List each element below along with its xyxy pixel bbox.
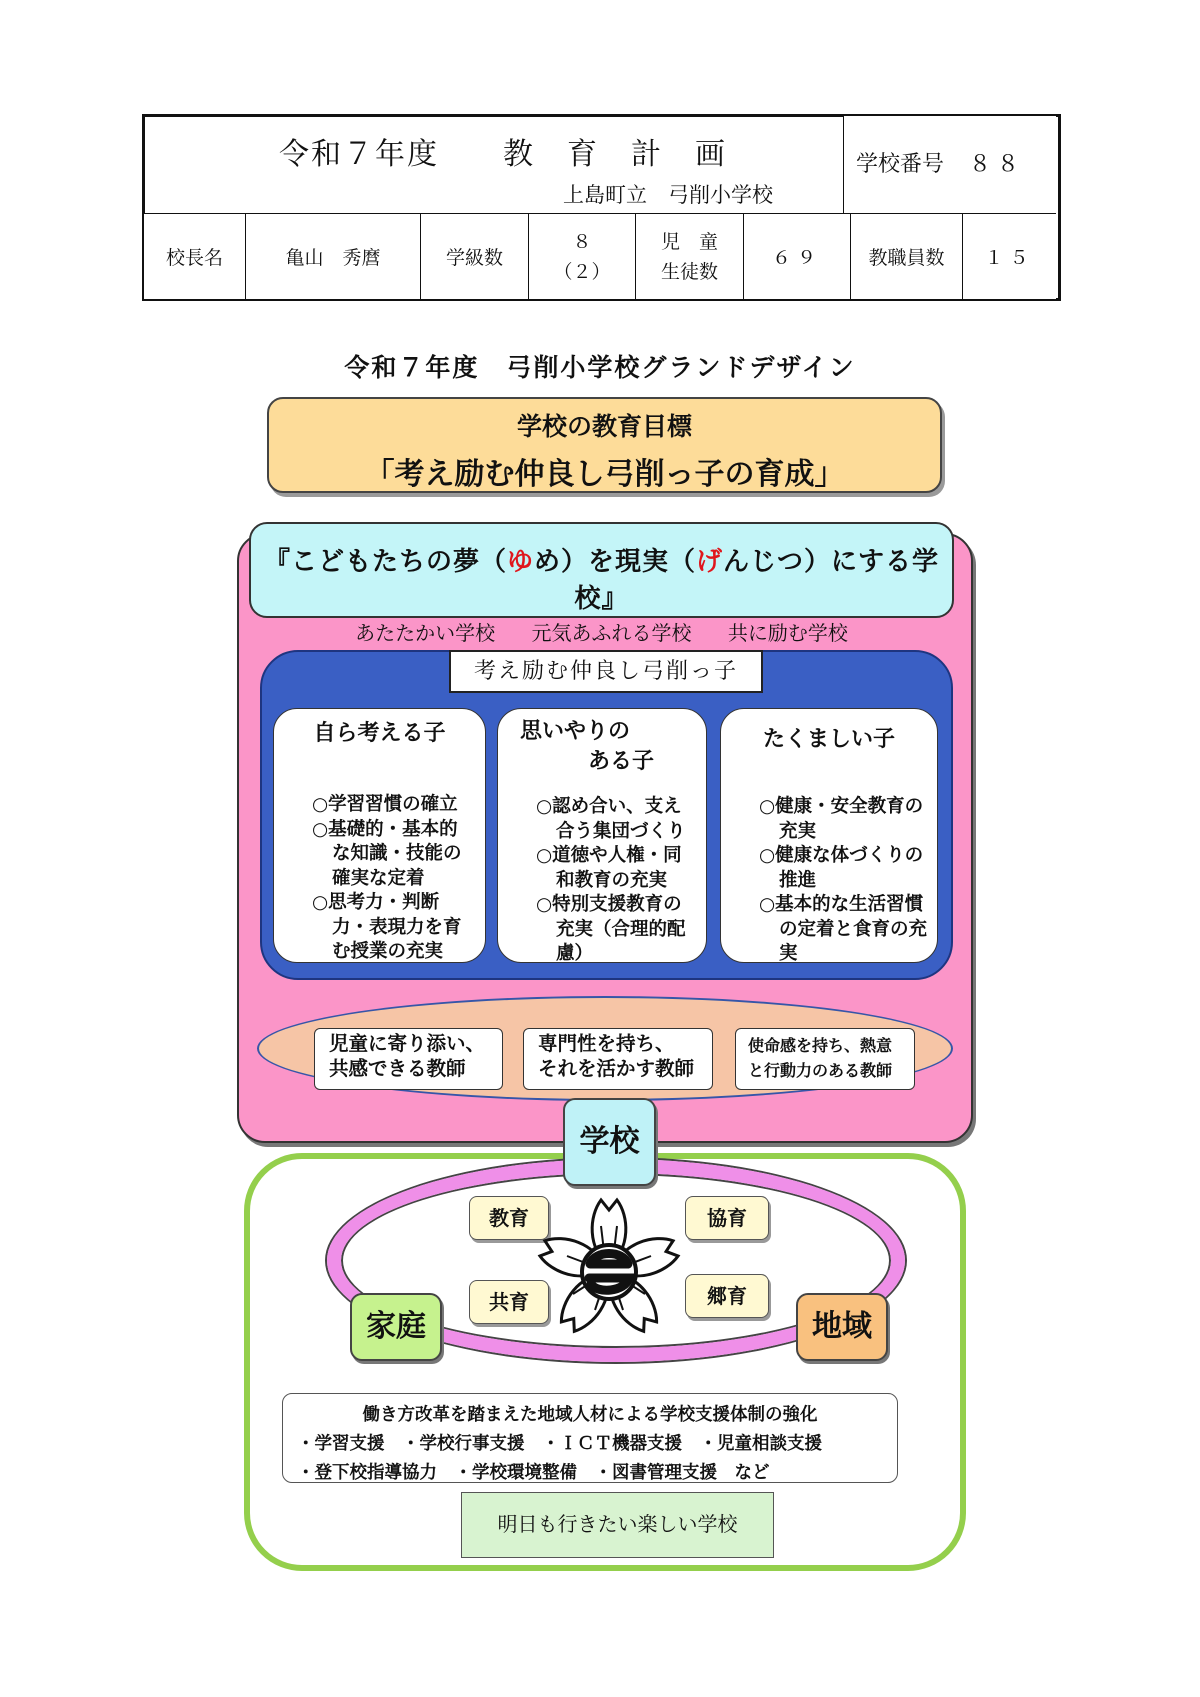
teacher-line: 使命感を持ち、熱意 (748, 1036, 893, 1055)
label-kyoiku-cooperation: 協育 (685, 1196, 769, 1240)
school-tagline: 明日も行きたい楽しい学校 (461, 1492, 774, 1558)
classes-label: 学級数 (421, 214, 529, 299)
node-school: 学校 (563, 1098, 656, 1186)
staff-label: 教職員数 (851, 214, 963, 299)
teacher-box-expertise (523, 1028, 713, 1090)
support-line: ・学習支援 ・学校行事支援 ・ＩＣＴ機器支援 ・児童相談支援 (297, 1434, 822, 1454)
principal-name: 亀山 秀麿 (246, 214, 421, 299)
plan-title: 令和７年度 教 育 計 画 (279, 137, 727, 172)
vision-statement (251, 541, 952, 615)
classes-special: （２） (553, 260, 611, 283)
teacher-line: と行動力のある教師 (748, 1061, 893, 1080)
grand-design-title: 令和７年度 弓削小学校グランドデザイン (344, 353, 856, 382)
vision-part: め）を現実（ (533, 547, 696, 577)
column-list (274, 793, 485, 965)
teacher-box-passion (735, 1028, 915, 1090)
vision-highlight: げ (696, 547, 724, 577)
column-heading: 思いやりの (520, 719, 631, 744)
goal-text: 「考え励む仲良し弓削っ子の育成」 (364, 457, 845, 492)
students-count: ６９ (744, 214, 851, 299)
node-community: 地域 (796, 1293, 888, 1361)
school-number: ８８ (969, 152, 1026, 177)
staff-count: １５ (984, 247, 1035, 269)
list-item: ○思考力・判断力・表現力を育む授業の充実 (312, 892, 462, 962)
teacher-line: 共感できる教師 (329, 1057, 466, 1080)
teacher-line: 児童に寄り添い、 (329, 1032, 486, 1055)
vision-part: 『こどもたちの夢（ (263, 547, 507, 577)
column-heading: たくましい子 (762, 727, 895, 752)
education-goal-box (267, 397, 942, 493)
students-label-1: 児 童 (660, 230, 718, 253)
child-ideal-label: 考え励む仲良し弓削っ子 (449, 650, 763, 693)
label-kyoiku-hometown: 郷育 (685, 1274, 769, 1318)
header-stats-row (144, 213, 1056, 299)
column-caring (497, 708, 707, 963)
support-title: 働き方改革を踏まえた地域人材による学校支援体制の強化 (362, 1405, 818, 1425)
list-item: ○健康・安全教育の充実 (759, 796, 924, 842)
vision-part: んじつ）にする学校』 (574, 547, 940, 614)
school-number-block (843, 116, 1056, 213)
goal-label: 学校の教育目標 (516, 412, 692, 441)
column-think (273, 708, 486, 963)
list-item: ○道徳や人権・同和教育の充実 (536, 845, 682, 891)
column-list (498, 795, 706, 967)
sakura-school-emblem-icon (537, 1194, 681, 1342)
column-list (721, 795, 937, 967)
label-kyoiku-together: 共育 (469, 1280, 549, 1324)
school-number-label: 学校番号 (856, 152, 945, 177)
vision-subtitle: あたたかい学校 元気あふれる学校 共に励む学校 (355, 621, 848, 645)
label-kyoiku: 教育 (469, 1196, 549, 1240)
teacher-box-empathy (314, 1028, 503, 1090)
list-item: ○学習習慣の確立 (312, 794, 458, 815)
principal-label: 校長名 (144, 214, 246, 299)
list-item: ○認め合い、支え合う集団づくり (536, 796, 686, 842)
school-name: 上島町立 弓削小学校 (563, 183, 773, 207)
list-item: ○基本的な生活習慣の定着と食育の充実 (759, 894, 928, 964)
community-support-box (282, 1393, 898, 1483)
students-label-cell (636, 214, 744, 299)
list-item: ○基礎的・基本的な知識・技能の確実な定着 (312, 818, 462, 889)
students-label-2: 生徒数 (660, 260, 718, 283)
list-item: ○特別支援教育の充実（合理的配慮） (536, 894, 686, 964)
classes-count: ８ (572, 230, 592, 253)
column-heading: 自ら考える子 (313, 721, 446, 746)
column-heading-2: ある子 (588, 749, 655, 774)
teacher-line: それを活かす教師 (538, 1057, 695, 1080)
column-strong (720, 708, 938, 963)
vision-box (249, 522, 954, 645)
vision-highlight: ゆ (506, 547, 534, 577)
support-line: ・登下校指導協力 ・学校環境整備 ・図書管理支援 など (297, 1463, 770, 1483)
teacher-line: 専門性を持ち、 (538, 1032, 675, 1055)
node-family: 家庭 (350, 1293, 442, 1361)
classes-cell (529, 214, 636, 299)
list-item: ○健康な体づくりの推進 (759, 845, 924, 891)
